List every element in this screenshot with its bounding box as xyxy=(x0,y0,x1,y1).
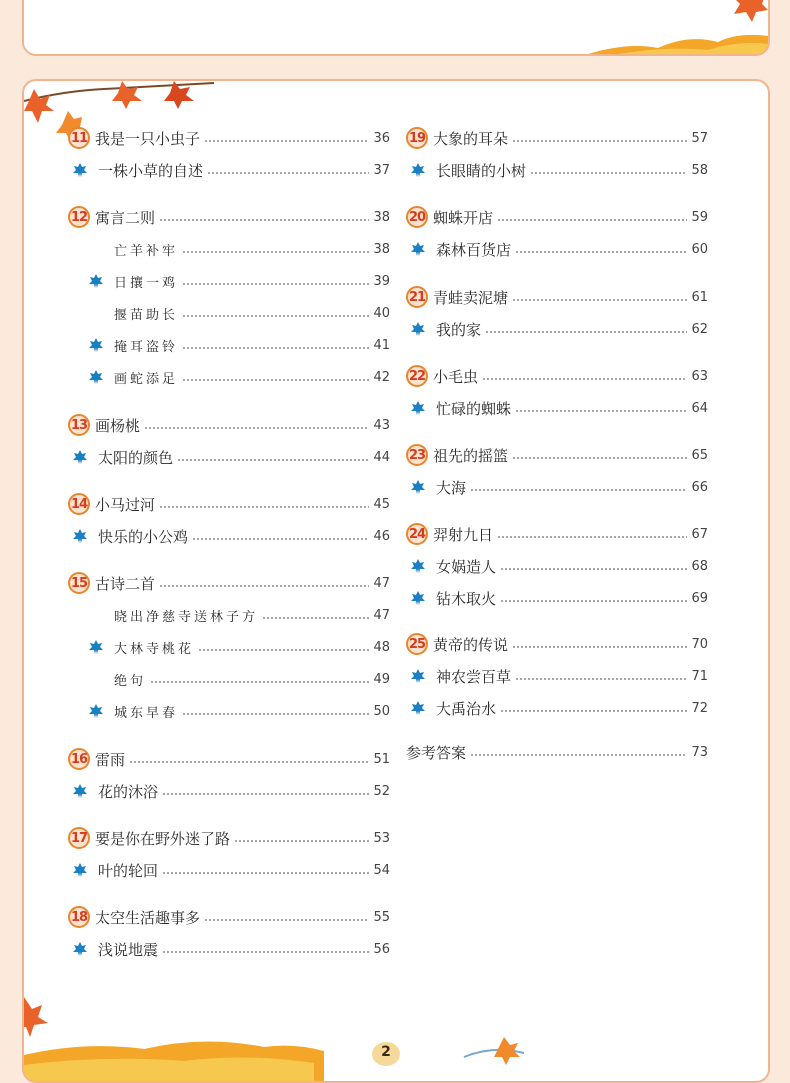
dot-leader xyxy=(512,646,687,648)
toc-entry xyxy=(68,236,390,262)
toc-entry xyxy=(68,857,390,883)
toc-entry xyxy=(68,936,390,962)
toc-entry xyxy=(68,523,390,549)
toc-entry xyxy=(406,442,708,468)
leaf-icon xyxy=(410,558,426,574)
toc-entry xyxy=(68,204,390,230)
dot-leader xyxy=(182,315,369,317)
toc-entry xyxy=(68,364,390,390)
toc-entry xyxy=(406,663,708,689)
entry-page-number: 46 xyxy=(373,528,390,544)
toc-entry xyxy=(406,236,708,262)
dot-leader xyxy=(144,427,369,429)
entry-page-number: 73 xyxy=(691,744,708,760)
entry-title: 古诗二首 xyxy=(95,574,156,593)
leaf-icon xyxy=(72,862,88,878)
leaf-icon xyxy=(410,162,426,178)
autumn-grass-decoration-icon xyxy=(588,28,768,54)
lesson-number-badge: 17 xyxy=(68,827,90,849)
entry-title: 亡羊补牢 xyxy=(114,243,179,259)
entry-title: 花的沐浴 xyxy=(98,782,159,801)
dot-leader xyxy=(500,568,687,570)
dot-leader xyxy=(182,379,369,381)
toc-entry xyxy=(406,363,708,389)
entry-title: 快乐的小公鸡 xyxy=(98,527,189,546)
leaf-icon xyxy=(410,479,426,495)
entry-title: 要是你在野外迷了路 xyxy=(95,829,231,848)
entry-page-number: 59 xyxy=(691,209,708,225)
dot-leader xyxy=(204,140,369,142)
entry-page-number: 68 xyxy=(691,558,708,574)
leaf-icon xyxy=(88,703,104,719)
entry-title: 画蛇添足 xyxy=(114,371,179,387)
entry-page-number: 54 xyxy=(373,862,390,878)
entry-page-number: 49 xyxy=(373,671,390,687)
entry-title: 我是一只小虫子 xyxy=(95,129,201,148)
autumn-leaves-bottom-decoration-icon xyxy=(24,961,768,1081)
leaf-icon xyxy=(88,639,104,655)
dot-leader xyxy=(162,951,369,953)
dot-leader xyxy=(182,283,369,285)
entry-title: 女娲造人 xyxy=(436,557,497,576)
leaf-icon xyxy=(88,337,104,353)
entry-page-number: 47 xyxy=(373,607,390,623)
dot-leader xyxy=(515,678,687,680)
toc-entry xyxy=(406,204,708,230)
lesson-number-badge: 23 xyxy=(406,444,428,466)
entry-title: 长眼睛的小树 xyxy=(436,161,527,180)
dot-leader xyxy=(150,681,369,683)
dot-leader xyxy=(500,710,687,712)
entry-title: 神农尝百草 xyxy=(436,667,512,686)
dot-leader xyxy=(497,536,687,538)
leaf-icon xyxy=(410,400,426,416)
toc-entry xyxy=(68,300,390,326)
entry-page-number: 42 xyxy=(373,369,390,385)
toc-entry xyxy=(68,634,390,660)
toc-entry xyxy=(406,284,708,310)
toc-entry xyxy=(68,825,390,851)
toc-entry xyxy=(68,904,390,930)
dot-leader xyxy=(515,410,687,412)
entry-title: 祖先的摇篮 xyxy=(433,446,509,465)
entry-page-number: 64 xyxy=(691,400,708,416)
lesson-number-badge: 11 xyxy=(68,127,90,149)
lesson-number-badge: 12 xyxy=(68,206,90,228)
dot-leader xyxy=(159,585,369,587)
toc-entry xyxy=(68,157,390,183)
toc-entry xyxy=(406,474,708,500)
top-card xyxy=(22,0,770,56)
leaf-icon xyxy=(88,273,104,289)
toc-entry xyxy=(406,585,708,611)
dot-leader xyxy=(162,872,369,874)
entry-page-number: 61 xyxy=(691,289,708,305)
dot-leader xyxy=(162,793,369,795)
entry-page-number: 66 xyxy=(691,479,708,495)
entry-page-number: 48 xyxy=(373,639,390,655)
lesson-number-badge: 16 xyxy=(68,748,90,770)
lesson-number-badge: 18 xyxy=(68,906,90,928)
dot-leader xyxy=(530,172,687,174)
dot-leader xyxy=(470,754,687,756)
toc-entry xyxy=(68,570,390,596)
entry-title: 大海 xyxy=(436,478,467,497)
lesson-number-badge: 20 xyxy=(406,206,428,228)
entry-title: 小马过河 xyxy=(95,495,156,514)
entry-title: 羿射九日 xyxy=(433,525,494,544)
entry-page-number: 62 xyxy=(691,321,708,337)
entry-title: 绝句 xyxy=(114,673,147,689)
toc-entry xyxy=(68,412,390,438)
entry-page-number: 51 xyxy=(373,751,390,767)
entry-page-number: 53 xyxy=(373,830,390,846)
entry-title: 钻木取火 xyxy=(436,589,497,608)
lesson-number-badge: 13 xyxy=(68,414,90,436)
lesson-number-badge: 22 xyxy=(406,365,428,387)
entry-title: 小毛虫 xyxy=(433,367,479,386)
leaf-icon xyxy=(72,783,88,799)
entry-page-number: 56 xyxy=(373,941,390,957)
lesson-number-badge: 24 xyxy=(406,523,428,545)
leaf-icon xyxy=(72,449,88,465)
toc-entry xyxy=(406,395,708,421)
dot-leader xyxy=(234,840,369,842)
entry-title: 寓言二则 xyxy=(95,208,156,227)
entry-page-number: 65 xyxy=(691,447,708,463)
entry-page-number: 60 xyxy=(691,241,708,257)
entry-page-number: 63 xyxy=(691,368,708,384)
entry-page-number: 57 xyxy=(691,130,708,146)
dot-leader xyxy=(192,538,369,540)
leaf-icon xyxy=(410,590,426,606)
lesson-number-badge: 19 xyxy=(406,127,428,149)
dot-leader xyxy=(497,219,687,221)
dot-leader xyxy=(198,649,369,651)
leaf-icon xyxy=(410,241,426,257)
toc-entry xyxy=(406,157,708,183)
lesson-number-badge: 14 xyxy=(68,493,90,515)
entry-title: 黄帝的传说 xyxy=(433,635,509,654)
table-of-contents-card xyxy=(22,79,770,1083)
dot-leader xyxy=(207,172,369,174)
dot-leader xyxy=(129,761,369,763)
dot-leader xyxy=(485,331,687,333)
toc-entry xyxy=(406,739,708,765)
entry-page-number: 38 xyxy=(373,241,390,257)
toc-entry xyxy=(68,332,390,358)
dot-leader xyxy=(182,713,369,715)
entry-page-number: 50 xyxy=(373,703,390,719)
lesson-number-badge: 15 xyxy=(68,572,90,594)
entry-title: 大林寺桃花 xyxy=(114,641,195,657)
entry-page-number: 44 xyxy=(373,449,390,465)
entry-page-number: 38 xyxy=(373,209,390,225)
dot-leader xyxy=(159,506,369,508)
toc-entry xyxy=(68,444,390,470)
dot-leader xyxy=(262,617,369,619)
dot-leader xyxy=(182,347,369,349)
lesson-number-badge: 25 xyxy=(406,633,428,655)
dot-leader xyxy=(204,919,369,921)
toc-entry xyxy=(68,268,390,294)
toc-entry xyxy=(406,631,708,657)
entry-page-number: 71 xyxy=(691,668,708,684)
entry-page-number: 69 xyxy=(691,590,708,606)
leaf-icon xyxy=(410,668,426,684)
toc-entry xyxy=(406,521,708,547)
toc-entry xyxy=(68,491,390,517)
toc-entry xyxy=(68,698,390,724)
dot-leader xyxy=(482,378,687,380)
entry-page-number: 47 xyxy=(373,575,390,591)
entry-page-number: 67 xyxy=(691,526,708,542)
entry-page-number: 37 xyxy=(373,162,390,178)
entry-title: 大禹治水 xyxy=(436,699,497,718)
leaf-icon xyxy=(72,162,88,178)
toc-entry xyxy=(406,316,708,342)
toc-entry xyxy=(68,125,390,151)
toc-entry xyxy=(68,778,390,804)
entry-title: 蜘蛛开店 xyxy=(433,208,494,227)
dot-leader xyxy=(512,299,687,301)
maple-leaf-decoration-icon xyxy=(708,0,768,24)
entry-page-number: 52 xyxy=(373,783,390,799)
dot-leader xyxy=(512,140,687,142)
entry-title: 一株小草的自述 xyxy=(98,161,204,180)
leaf-icon xyxy=(410,321,426,337)
entry-page-number: 36 xyxy=(373,130,390,146)
entry-title: 青蛙卖泥塘 xyxy=(433,288,509,307)
entry-title: 叶的轮回 xyxy=(98,861,159,880)
entry-title: 晓出净慈寺送林子方 xyxy=(114,609,259,625)
dot-leader xyxy=(182,251,369,253)
entry-page-number: 55 xyxy=(373,909,390,925)
page-number: 2 xyxy=(372,1042,400,1066)
entry-title: 大象的耳朵 xyxy=(433,129,509,148)
dot-leader xyxy=(512,457,687,459)
toc-entry xyxy=(406,695,708,721)
toc-entry xyxy=(68,602,390,628)
toc-entry xyxy=(68,746,390,772)
dot-leader xyxy=(470,489,687,491)
entry-page-number: 70 xyxy=(691,636,708,652)
entry-page-number: 58 xyxy=(691,162,708,178)
leaf-icon xyxy=(72,941,88,957)
entry-page-number: 41 xyxy=(373,337,390,353)
entry-title: 掩耳盗铃 xyxy=(114,339,179,355)
dot-leader xyxy=(177,459,369,461)
dot-leader xyxy=(515,251,687,253)
entry-title: 日攘一鸡 xyxy=(114,275,179,291)
entry-page-number: 40 xyxy=(373,305,390,321)
entry-title: 森林百货店 xyxy=(436,240,512,259)
toc-entry xyxy=(68,666,390,692)
entry-page-number: 39 xyxy=(373,273,390,289)
entry-title: 雷雨 xyxy=(95,750,126,769)
entry-title: 参考答案 xyxy=(406,743,467,762)
toc-entry xyxy=(406,125,708,151)
toc-entry xyxy=(406,553,708,579)
lesson-number-badge: 21 xyxy=(406,286,428,308)
entry-title: 太空生活趣事多 xyxy=(95,908,201,927)
entry-title: 揠苗助长 xyxy=(114,307,179,323)
dot-leader xyxy=(159,219,369,221)
entry-title: 太阳的颜色 xyxy=(98,448,174,467)
leaf-icon xyxy=(72,528,88,544)
leaf-icon xyxy=(88,369,104,385)
entry-page-number: 45 xyxy=(373,496,390,512)
entry-title: 画杨桃 xyxy=(95,416,141,435)
entry-title: 我的家 xyxy=(436,320,482,339)
entry-page-number: 43 xyxy=(373,417,390,433)
leaf-icon xyxy=(410,700,426,716)
entry-title: 浅说地震 xyxy=(98,940,159,959)
entry-title: 城东早春 xyxy=(114,705,179,721)
dot-leader xyxy=(500,600,687,602)
entry-title: 忙碌的蜘蛛 xyxy=(436,399,512,418)
entry-page-number: 72 xyxy=(691,700,708,716)
